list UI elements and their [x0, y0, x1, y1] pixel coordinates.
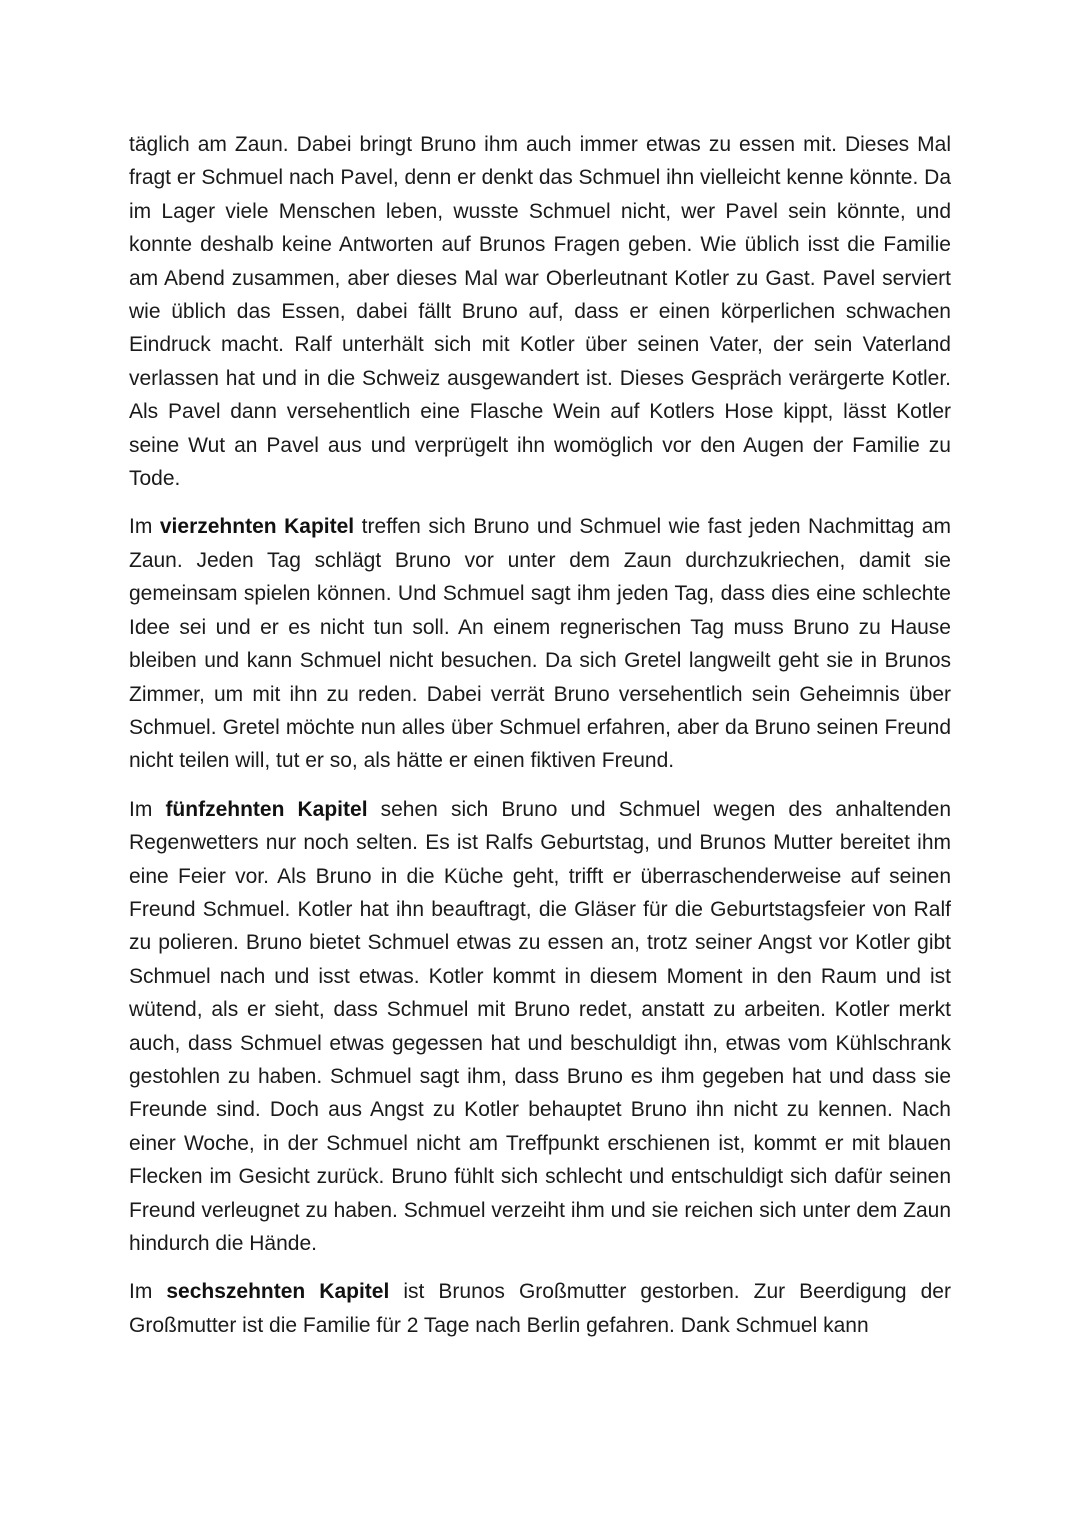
paragraph-chapter-16 — [129, 1275, 951, 1342]
chapter-heading-inline: sechszehnten Kapitel — [166, 1280, 390, 1304]
paragraph-text: täglich am Zaun. Dabei bringt Bruno ihm auch immer etwas zu essen mit. Dieses Mal fragt er Schmuel nach Pavel, denn er denkt das Schmuel ihn vielleicht kenne könnte. Da im Lager viele Menschen leben, wusste Schmuel nicht, wer Pavel sein könnte, und konnte deshalb keine Antworten auf Brunos Fragen geben. Wie üblich isst die Familie am Abend zusammen, aber dieses Mal war Oberleutnant Kotler zu Gast. Pavel serviert wie üblich das Essen, dabei fällt Bruno auf, dass er einen körperlichen schwachen Eindruck macht. Ralf unterhält sich mit Kotler über seinen Vater, der sein Vaterland verlassen hat und in die Schweiz ausgewandert ist. Dieses Gespräch verärgerte Kotler. Als Pavel dann versehentlich eine Flasche Wein auf Kotlers Hose kippt, lässt Kotler seine Wut an Pavel aus und verprügelt ihn womöglich vor den Augen der Familie zu Tode. — [129, 133, 951, 491]
document-page — [129, 128, 951, 1357]
chapter-heading-inline: fünfzehnten Kapitel — [165, 797, 368, 821]
chapter-heading-inline: vierzehnten Kapitel — [159, 515, 355, 539]
paragraph-chapter-15 — [129, 793, 951, 1261]
paragraph-text: sehen sich Bruno und Schmuel wegen des anhaltenden Regenwetters nur noch selten. Es ist Ralfs Geburtstag, und Brunos Mutter bereitet ihm eine Feier vor. Als Bruno in die Küche geht, trifft er überraschenderweise auf seinen Freund Schmuel. Kotler hat ihn beauftragt, die Gläser für die Geburtstagsfeier von Ralf zu polieren. Bruno bietet Schmuel etwas zu essen an, trotz seiner Angst vor Kotler gibt Schmuel nach und isst etwas. Kotler kommt in diesem Moment in den Raum und ist wütend, als er sieht, dass Schmuel mit Bruno redet, anstatt zu arbeiten. Kotler merkt auch, dass Schmuel etwas gegessen hat und beschuldigt ihn, etwas vom Kühlschrank gestohlen zu haben. Schmuel sagt ihm, dass Bruno es ihm gegeben hat und dass sie Freunde sind. Doch aus Angst zu Kotler behauptet Bruno ihn nicht zu kennen. Nach einer Woche, in der Schmuel nicht am Treffpunkt erschienen ist, kommt er mit blauen Flecken im Gesicht zurück. Bruno fühlt sich schlecht und entschuldigt sich dafür seinen Freund verleugnet zu haben. Schmuel verzeiht ihm und sie reichen sich unter dem Zaun hindurch die Hände. — [129, 797, 952, 1255]
paragraph-lead: Im — [129, 797, 166, 821]
paragraph-chapter-14 — [129, 510, 951, 777]
paragraph-text: treffen sich Bruno und Schmuel wie fast jeden Nachmittag am Zaun. Jeden Tag schlägt Bruno vor unter dem Zaun durchzukriechen, damit sie gemeinsam spielen können. Und Schmuel sagt ihm jeden Tag, dass dies eine schlechte Idee sei und er es nicht tun soll. An einem regnerischen Tag muss Bruno zu Hause bleiben und kann Schmuel nicht besuchen. Da sich Gretel langweilt geht sie in Brunos Zimmer, um mit ihn zu reden. Dabei verrät Bruno versehentlich sein Geheimnis über Schmuel. Gretel möchte nun alles über Schmuel erfahren, aber da Bruno seinen Freund nicht teilen will, tut er so, als hätte er einen fiktiven Freund. — [129, 515, 951, 773]
paragraph-text: ist Brunos Großmutter gestorben. Zur Beerdigung der Großmutter ist die Familie für 2 Tage nach Berlin gefahren. Dank Schmuel kann — [129, 1280, 951, 1337]
paragraph-lead: Im — [129, 515, 160, 539]
paragraph-lead: Im — [129, 1280, 167, 1304]
paragraph-chapter-13-end — [129, 128, 951, 495]
